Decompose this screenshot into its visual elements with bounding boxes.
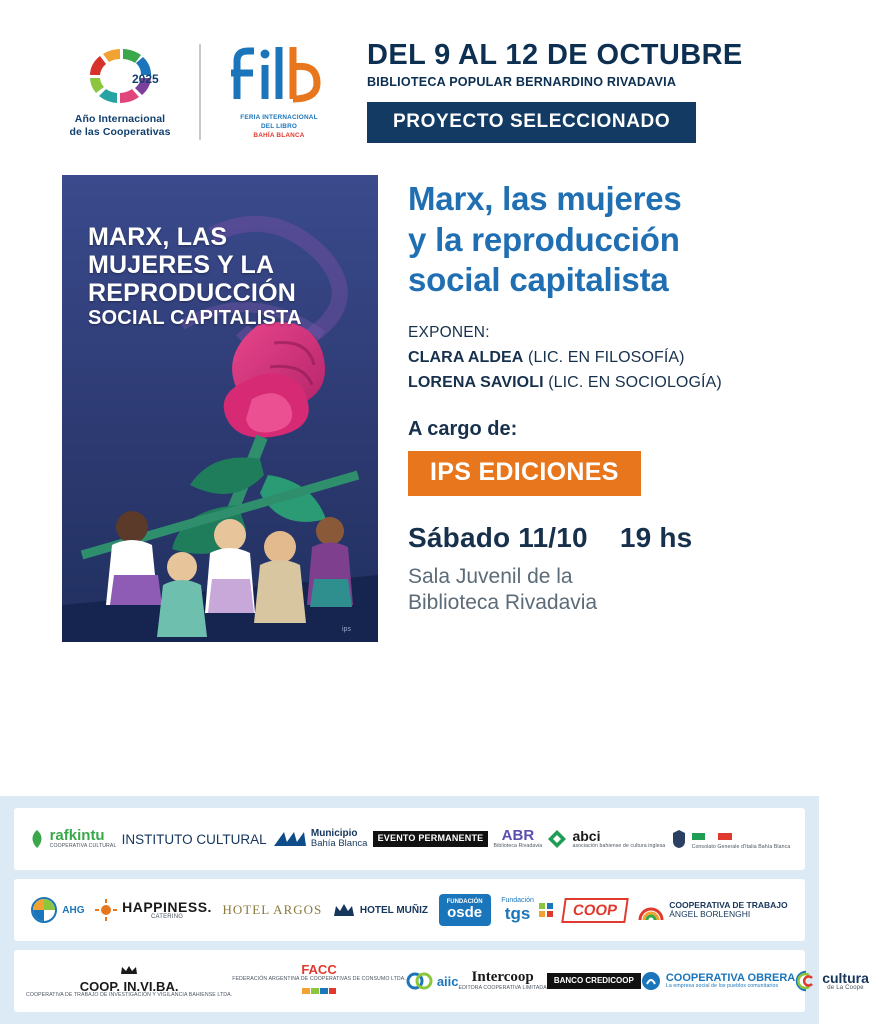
sponsor-row [14, 879, 805, 941]
sponsor-name: abci [572, 827, 601, 844]
talk-title-line2: y la reproducción [408, 220, 680, 258]
sponsors-section [0, 796, 869, 1024]
speaker-role: (LIC. EN SOCIOLOGÍA) [548, 374, 722, 392]
event-time: 19 hs [619, 522, 693, 554]
sponsor-name: osde [447, 904, 483, 922]
sponsor-sub: FEDERACIÓN ARGENTINA DE COOPERATIVAS DE CONSUMO LTDA. [232, 975, 406, 982]
cover-title-line4: SOCIAL CAPITALISTA [88, 307, 302, 330]
sponsor-name: HAPPINESS. [122, 898, 212, 915]
cover-title-line2: MUJERES Y LA [88, 251, 275, 280]
coop-logo-line2: de las Cooperativas [69, 125, 171, 138]
crown-icon [120, 965, 138, 975]
sponsor-name: COOP [562, 898, 630, 923]
sponsor-ahg [31, 887, 84, 933]
sponsor-sub: COOPERATIVA DE TRABAJO DE INVESTIGACIÓN Y VIGILANCIA BAHIENSE LTDA. [26, 992, 233, 999]
talk-info [408, 175, 789, 642]
cultura-icon [795, 970, 817, 992]
coop-obrera-icon [641, 971, 661, 991]
rainbow-icon [638, 898, 664, 922]
sponsor-name: EVENTO PERMANENTE [373, 831, 489, 846]
event-place-line1: Sala Juvenil de la [408, 565, 573, 589]
talk-title [408, 179, 789, 300]
header-text-block [335, 40, 791, 143]
sponsor-sub: Consolato Generale d'Italia Bahía Blanca [691, 843, 791, 850]
filb-sub-line1: FERIA INTERNACIONAL [240, 113, 318, 121]
status-badge: PROYECTO SELECCIONADO [367, 102, 696, 143]
coop-logo-line1: Año Internacional [74, 112, 166, 125]
crest-icon [671, 829, 687, 849]
sponsor-coop-inviba [26, 958, 232, 1004]
sponsor-row [14, 808, 805, 870]
talk-title-line3: social capitalista [408, 260, 669, 298]
sponsor-aiic [406, 958, 459, 1004]
talk-title-line1: Marx, las mujeres [408, 180, 682, 218]
abci-icon [547, 829, 567, 849]
page-header [0, 0, 819, 153]
book-cover-title [88, 223, 348, 329]
svg-text:2025: 2025 [132, 71, 159, 86]
sponsor-name: cultura [822, 969, 869, 986]
event-date: Sábado 11/10 [408, 522, 588, 554]
sponsor-sub: ÁNGEL BORLENGHI [669, 909, 751, 919]
sponsor-name: BANCO CREDICOOP [553, 975, 634, 985]
sponsor-trafkintu [29, 816, 117, 862]
aiic-icon [406, 968, 432, 994]
sponsor-fundacion-osde [439, 887, 491, 933]
sponsor-intercoop [459, 958, 547, 1004]
coop-year-logo [55, 45, 185, 139]
sponsor-sub: de La Coope [827, 985, 864, 992]
sponsor-sub: COOPERATIVA CULTURAL [49, 843, 117, 850]
sponsor-name: INSTITUTO CULTURAL [121, 831, 267, 847]
sponsor-sub: La empresa social de los pueblos comunitarios [665, 983, 779, 990]
municipio-icon [272, 828, 306, 850]
coop-logo-text [55, 113, 185, 139]
event-place [408, 564, 789, 616]
sponsor-name: FACC [301, 962, 337, 978]
sponsor-abci [547, 816, 665, 862]
sponsor-name: COOPERATIVA DE TRABAJO [669, 900, 788, 911]
sponsor-sub: Biblioteca Rivadavia [493, 843, 543, 850]
sponsor-name: ABR [501, 827, 535, 845]
svg-text:ips: ips [342, 626, 351, 634]
ahg-icon [31, 897, 57, 923]
filb-wordmark-icon [223, 43, 335, 105]
leaf-icon [29, 829, 45, 849]
publisher-badge: IPS EDICIONES [408, 451, 641, 496]
sponsor-instituto-cultural [122, 816, 267, 862]
sponsor-abr [494, 816, 543, 862]
crown-icon [333, 903, 355, 917]
sun-icon [95, 899, 117, 921]
sponsor-name: COOP. IN.VI.BA. [79, 978, 179, 994]
sponsor-hotel-muniz [333, 887, 428, 933]
filb-sub-line3: BAHÍA BLANCA [253, 132, 305, 140]
sponsor-name: aiic [436, 973, 459, 989]
main-content [0, 153, 819, 642]
speaker-name: LORENA SAVIOLI [408, 374, 544, 392]
sponsor-name: Intercoop [471, 969, 534, 986]
sponsor-sub: Fundación [501, 897, 534, 905]
sponsor-name: rafkintu [49, 827, 105, 845]
sponsor-sub: EDITORA COOPERATIVA LIMITADA [458, 985, 547, 992]
cover-title-line3: REPRODUCCIÓN [88, 279, 296, 308]
sponsor-banco-credicoop [547, 958, 641, 1004]
sponsor-sub: Bahía Blanca [310, 838, 368, 850]
sponsor-sub: asociación bahiense de cultura inglesa [572, 842, 666, 849]
sponsor-sub: CATERING [150, 914, 184, 921]
organizer-label: A cargo de: [408, 418, 518, 441]
sponsor-angel-borlenghi [638, 887, 787, 933]
sponsor-name: HOTEL MUÑIZ [359, 904, 428, 916]
tgs-mark-icon [539, 903, 553, 917]
filb-sublabel [223, 113, 335, 141]
sponsor-name: AHG [62, 904, 85, 916]
speaker-row [408, 374, 789, 392]
sponsor-name: tgs [504, 903, 531, 923]
event-dates: DEL 9 AL 12 DE OCTUBRE [367, 39, 743, 71]
sponsor-hotel-argos [223, 887, 323, 933]
speaker-row [408, 349, 789, 367]
sponsor-name: COOPERATIVA OBRERA [665, 971, 796, 984]
sponsor-name: HOTEL ARGOS [222, 902, 323, 917]
event-datetime [408, 522, 789, 554]
event-venue: BIBLIOTECA POPULAR BERNARDINO RIVADAVIA [367, 75, 677, 90]
sponsor-row [14, 950, 869, 1012]
speakers-label: EXPONEN: [408, 324, 490, 342]
sponsor-coop [563, 887, 627, 933]
sponsor-fundacion-tgs [501, 887, 553, 933]
speaker-name: CLARA ALDEA [408, 349, 524, 367]
sponsor-sub: FUNDACIÓN [446, 898, 483, 905]
book-cover-wrap [62, 175, 378, 642]
filb-sub-line2: DEL LIBRO [260, 123, 298, 131]
sponsor-municipio-bahia-blanca [272, 816, 368, 862]
event-place-line2: Biblioteca Rivadavia [408, 591, 598, 615]
sponsor-cultura-la-coope [795, 958, 869, 1004]
sponsor-evento-permanente [373, 816, 489, 862]
sponsor-happiness-catering [95, 887, 212, 933]
sponsor-name: Municipio [310, 827, 358, 839]
coop-emblem-icon [74, 45, 166, 107]
sponsor-facc [232, 958, 406, 1004]
sponsor-cooperativa-obrera [641, 958, 795, 1004]
speaker-role: (LIC. EN FILOSOFÍA) [528, 349, 685, 367]
sponsor-consulado-italia [671, 816, 791, 862]
cover-title-line1: MARX, LAS [88, 223, 228, 252]
facc-bars-icon [302, 988, 336, 994]
book-cover-image [62, 175, 378, 642]
header-divider [199, 44, 201, 140]
filb-logo [223, 43, 335, 141]
italy-flag-icon [692, 833, 732, 840]
